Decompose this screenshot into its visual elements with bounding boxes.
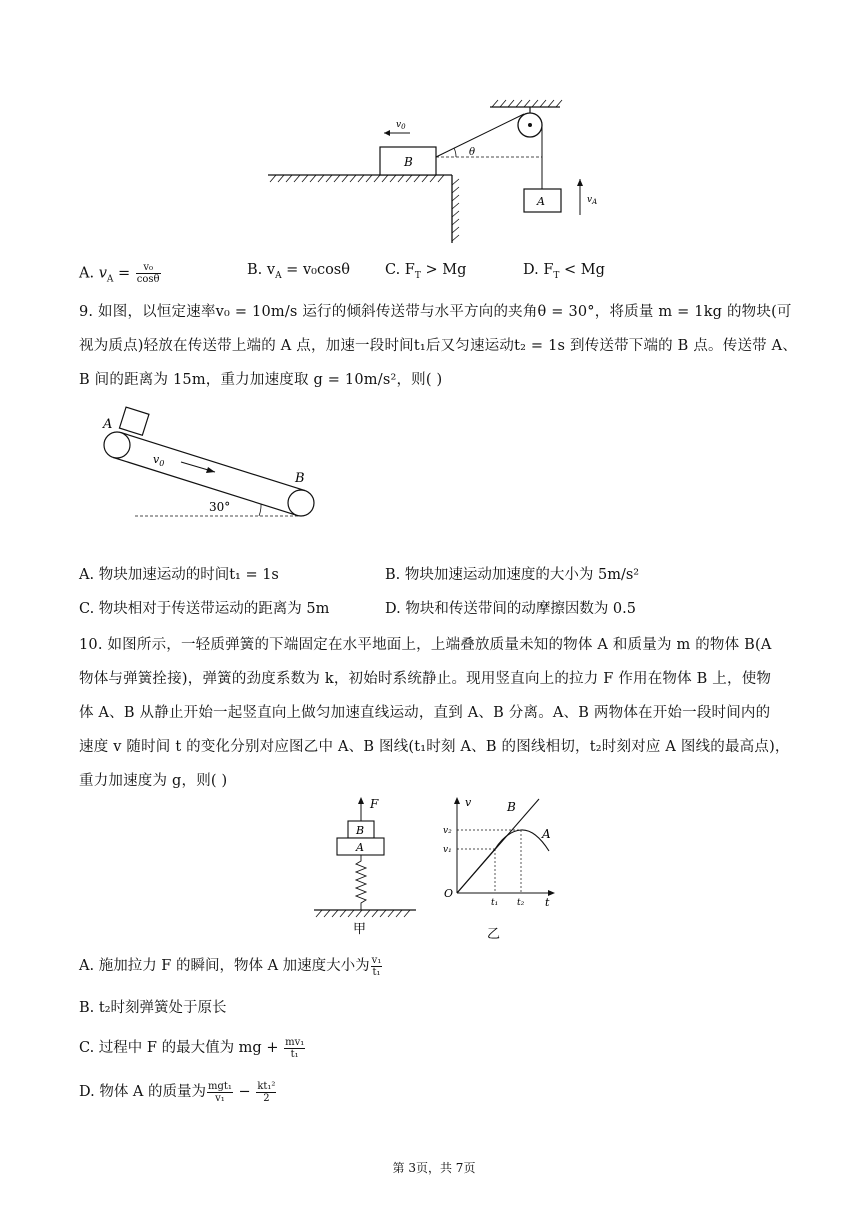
belt-v0-sub: 0 — [159, 459, 165, 468]
va-sub: A — [592, 198, 598, 206]
theta-label: θ — [469, 147, 476, 158]
block-a-label: A — [537, 195, 545, 208]
axis-v-label: v — [465, 796, 472, 809]
q8-option-c: C. $F_T > Mg$ — [385, 262, 467, 281]
q9-line-1: 9. 如图，以恒定速率v₀ = 10m/s 运行的倾斜传送带与水平方向的夹角θ = 30°，将质量 m = 1kg 的物块(可 — [79, 304, 792, 320]
fraction: $\frac{\text{kt₁²}}{2}$ — [257, 1080, 276, 1104]
q9-line-3: B 间的距离为 15m，重力加速度取 g = 10m/s²，则( ) — [79, 372, 443, 388]
q10-line-2: 物体与弹簧拴接)，弹簧的劲度系数为 k，初始时系统静止。现用竖直向上的拉力 F 作用在物体 B 上，使物 — [79, 671, 772, 687]
fraction: $\frac{\text{v₀}}{\cos\theta}$ — [136, 262, 160, 285]
q10-option-b: B. t₂时刻弹簧处于原长 — [79, 1000, 227, 1016]
block-b-label: B — [404, 155, 413, 169]
svg-text:v0 — [153, 453, 164, 468]
jia-block-b-label: B — [356, 824, 365, 837]
page-footer: 第 3页，共 7页 — [392, 1161, 476, 1175]
point-a-label: A — [103, 417, 113, 432]
q10-line-3: 体 A、B 从静止开始一起竖直向上做匀加速直线运动，直到 A、B 分离。A、B 两物体在开始一段时间内的 — [79, 705, 771, 721]
point-b-label: B — [295, 471, 305, 486]
angle-label: 30° — [209, 500, 231, 514]
q9-option-b: B. 物块加速运动加速度的大小为 5m/s² — [385, 567, 640, 583]
q10-spring-figure — [308, 793, 423, 938]
jia-block-a-label: A — [356, 841, 364, 854]
q9-option-c: C. 物块相对于传送带运动的距离为 5m — [79, 601, 330, 617]
svg-text:v0 — [396, 120, 406, 131]
q8-pulley-figure — [260, 95, 620, 250]
belt-v0-label: v — [153, 453, 160, 466]
fraction: $\frac{\text{mgt₁}}{\text{v₁}}$ — [208, 1080, 232, 1104]
q9-option-a: A. 物块加速运动的时间t₁ = 1s — [79, 567, 279, 583]
v0-sub: 0 — [401, 123, 406, 131]
svg-text:vA — [587, 195, 597, 206]
origin-label: O — [444, 887, 454, 900]
curve-a-label: A — [542, 827, 551, 841]
q10-option-c: C. 过程中 F 的最大值为 mg + $\frac{\text{mv₁}}{\text{t₁}}$ — [79, 1036, 305, 1060]
tick-t2: t₂ — [517, 898, 525, 908]
q9-conveyor-figure — [95, 400, 335, 525]
q10-line-1: 10. 如图所示，一轻质弹簧的下端固定在水平地面上，上端叠放质量未知的物体 A 和质量为 m 的物体 B(A — [79, 637, 772, 653]
tick-v1: v₁ — [443, 845, 452, 855]
q10-line-5: 重力加速度为 g，则( ) — [79, 773, 228, 789]
force-f-label: F — [370, 797, 379, 811]
caption-yi: 乙 — [487, 927, 501, 942]
q10-option-a: A. 施加拉力 F 的瞬间，物体 A 加速度大小为 $\frac{\text{v₁}}{\text{t₁}}$ — [79, 954, 382, 978]
v0-label: v — [396, 120, 402, 130]
tick-v2: v₂ — [443, 826, 452, 836]
q8-option-d: D. $F_T < Mg$ — [523, 262, 605, 281]
line-b-label: B — [507, 800, 516, 814]
tick-t1: t₁ — [491, 898, 499, 908]
q9-line-2: 视为质点)轻放在传送带上端的 A 点，加速一段时间t₁后又匀速运动t₂ = 1s 到传送带下端的 B 点。传送带 A、 — [79, 338, 798, 354]
va-label: v — [587, 195, 593, 205]
q10-line-4: 速度 v 随时间 t 的变化分别对应图乙中 A、B 图线(t₁时刻 A、B 的图线相切，t₂时刻对应 A 图线的最高点)， — [79, 739, 790, 755]
q9-option-d: D. 物块和传送带间的动摩擦因数为 0.5 — [385, 601, 636, 617]
fraction: $\frac{\text{v₁}}{\text{t₁}}$ — [371, 954, 382, 978]
caption-jia: 甲 — [353, 922, 367, 937]
q8-option-b: B. $v_A = v_0\cos\theta$ — [247, 262, 350, 281]
q10-option-d: D. 物体 A 的质量为 $\frac{\text{mgt₁}}{\text{v₁}}$ − $\frac{\text{kt₁²}}{2}$ — [79, 1080, 276, 1104]
fraction: $\frac{\text{mv₁}}{\text{t₁}}$ — [285, 1036, 305, 1060]
axis-t-label: t — [545, 896, 550, 909]
q10-vt-graph — [435, 793, 565, 943]
q8-option-a: A. $v_A$ = $\frac{\text{v₀}}{\cos\theta}$ — [79, 262, 160, 285]
